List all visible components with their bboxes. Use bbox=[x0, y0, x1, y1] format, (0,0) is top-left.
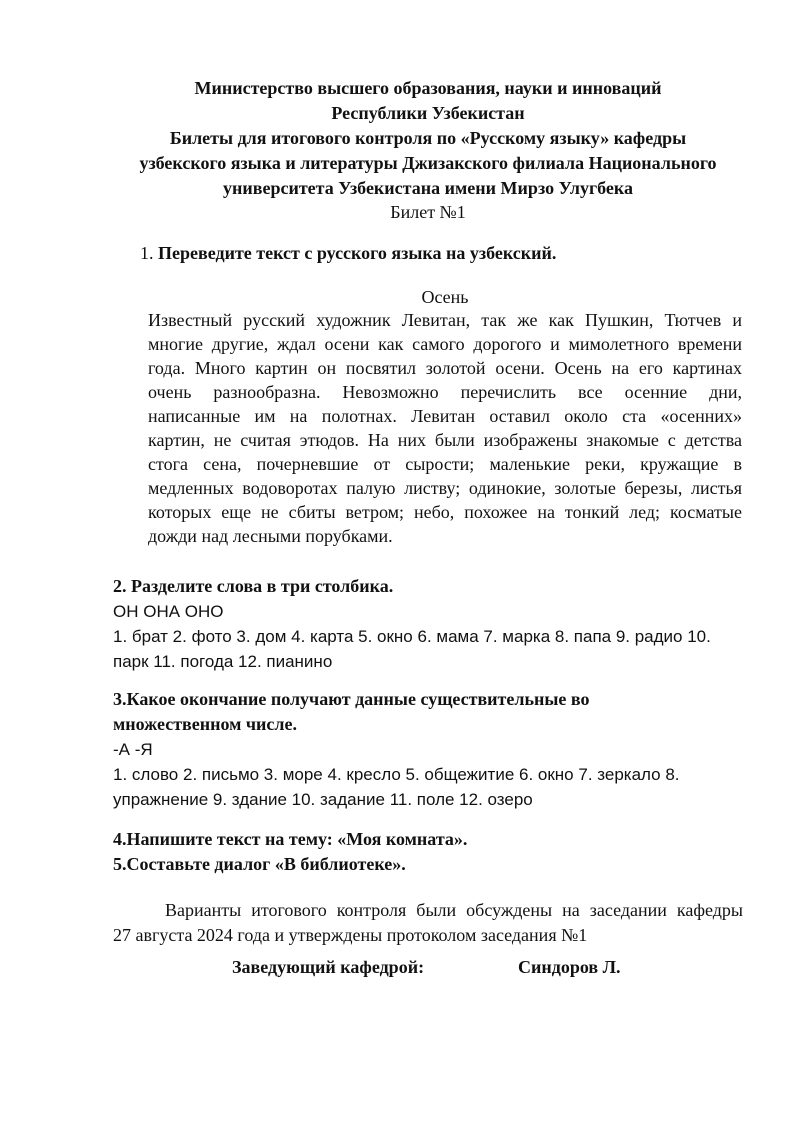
question-4: 4.Напишите текст на тему: «Моя комната». bbox=[113, 829, 468, 849]
approval-note-line: 27 августа 2024 года и утверждены протоколом заседания №1 bbox=[113, 925, 588, 945]
text-line: очень разнообразна. Невозможно перечислить все осенние дни, bbox=[148, 382, 742, 402]
text-line: многие другие, ждал осени как самого дорогого и мимолетного времени bbox=[148, 334, 742, 354]
header-tickets-line: Билеты для итогового контроля по «Русскому языку» кафедры bbox=[169, 128, 687, 148]
document-header bbox=[100, 76, 756, 201]
question-2-words-line: 1. брат 2. фото 3. дом 4. карта 5. окно 6. мама 7. марка 8. папа 9. радио 10. bbox=[113, 627, 711, 646]
ticket-number: Билет №1 bbox=[390, 202, 466, 222]
text-line: картин, не считая этюдов. На них были изображены знакомые с детства bbox=[148, 430, 742, 450]
header-ministry-line: Министерство высшего образования, науки и инноваций bbox=[194, 78, 662, 98]
signature-role: Заведующий кафедрой: bbox=[232, 957, 425, 977]
text-line: дожди над лесными порубками. bbox=[148, 526, 393, 546]
question-1-number: 1. bbox=[140, 243, 154, 263]
questions-4-5 bbox=[113, 827, 753, 877]
question-3-words-line: 1. слово 2. письмо 3. море 4. кресло 5. общежитие 6. окно 7. зеркало 8. bbox=[113, 765, 680, 784]
question-1-text: Переведите текст с русского языка на узбекский. bbox=[158, 243, 557, 263]
approval-note bbox=[113, 898, 743, 948]
signature-name: Синдоров Л. bbox=[518, 957, 621, 977]
question-1 bbox=[140, 241, 556, 266]
header-university-line: университета Узбекистана имени Мирзо Улугбека bbox=[223, 178, 633, 198]
question-2-title: 2. Разделите слова в три столбика. bbox=[113, 576, 394, 596]
question-3-words-line: упражнение 9. здание 10. задание 11. поле 12. озеро bbox=[113, 790, 533, 809]
question-5: 5.Составьте диалог «В библиотеке». bbox=[113, 854, 406, 874]
header-republic-line: Республики Узбекистан bbox=[331, 103, 525, 123]
question-3-title: 3.Какое окончание получают данные существительные во bbox=[113, 689, 590, 709]
text-title: Осень bbox=[421, 287, 469, 307]
header-department-line: узбекского языка и литературы Джизакского филиала Национального bbox=[139, 153, 717, 173]
question-2-words-line: парк 11. погода 12. пианино bbox=[113, 652, 333, 671]
question-3-endings: -А -Я bbox=[113, 740, 153, 759]
question-2 bbox=[113, 574, 753, 674]
question-2-columns: ОН ОНА ОНО bbox=[113, 602, 224, 621]
text-line: стога сена, почерневшие от сырости; маленькие реки, кружащие в bbox=[148, 454, 742, 474]
text-body bbox=[148, 308, 742, 548]
question-3 bbox=[113, 687, 753, 812]
text-line: года. Много картин он посвятил золотой осени. Осень на его картинах bbox=[148, 358, 742, 378]
text-line: Известный русский художник Левитан, так же как Пушкин, Тютчев и bbox=[148, 310, 742, 330]
question-3-title-cont: множественном числе. bbox=[113, 714, 298, 734]
text-line: медленных водоворотах палую листву; одинокие, золотые березы, листья bbox=[148, 478, 742, 498]
approval-note-line: Варианты итогового контроля были обсуждены на заседании кафедры bbox=[165, 900, 743, 920]
text-line: которых еще не сбиты ветром; небо, похожее на тонкий лед; косматые bbox=[148, 502, 742, 522]
text-line: написанные им на полотнах. Левитан оставил около ста «осенних» bbox=[148, 406, 742, 426]
